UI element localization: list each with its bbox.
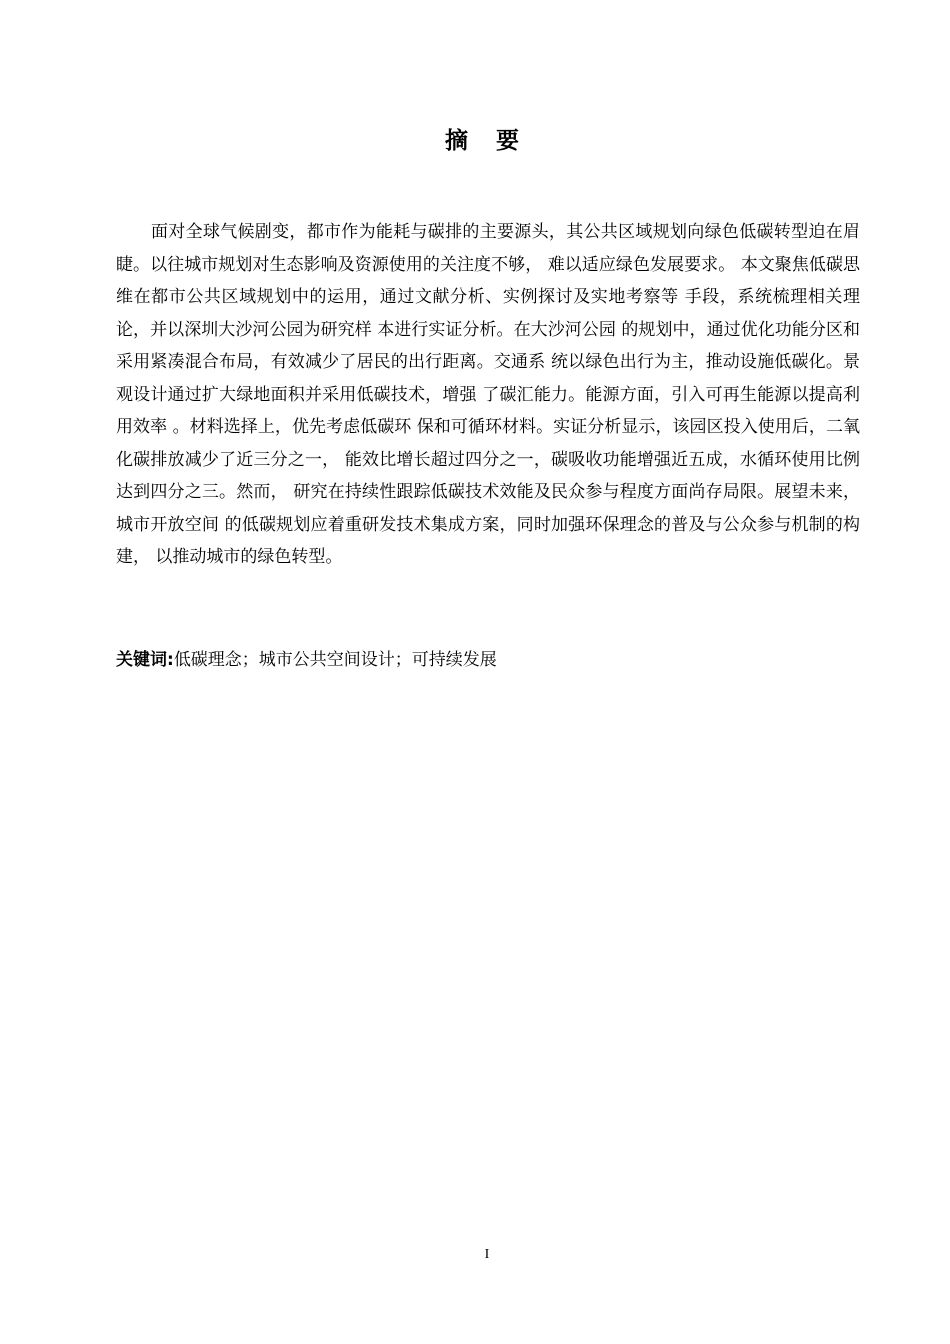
abstract-paragraph: 面对全球气候剧变，都市作为能耗与碳排的主要源头，其公共区域规划向绿色低碳转型迫在眉睫。以往城市规划对生态影响及资源使用的关注度不够， 难以适应绿色发展要求。 本文聚焦低碳思维在都市公共区域规划中的运用，通过文献分析、实例探讨及实地考察等 手段，系统梳理相关理论，并以深圳大沙河公园为研究样 本进行实证分析。在大沙河公园 的规划中，通过优化功能分区和采用紧凑混合布局，有效减少了居民的出行距离。交通系 统以绿色出行为主，推动设施低碳化。景观设计通过扩大绿地面积并采用低碳技术，增强 了碳汇能力。能源方面，引入可再生能源以提高利用效率 。材料选择上，优先考虑低碳环 保和可循环材料。实证分析显示，该园区投入使用后，二氧化碳排放减少了近三分之一， 能效比增长超过四分之一，碳吸收功能增强近五成，水循环使用比例达到四分之三。然而， 研究在持续性跟踪低碳技术效能及民众参与程度方面尚存局限。展望未来，城市开放空间 的低碳规划应着重研发技术集成方案，同时加强环保理念的普及与公众参与机制的构建， 以推动城市的绿色转型。 [116,222,860,567]
keywords-text: 低碳理念；城市公共空间设计；可持续发展 [173,650,497,670]
title-char-2: 要 [496,128,521,154]
title-char-1: 摘 [445,128,470,154]
page-title [0,122,950,155]
keywords-label: 关键词: [116,650,174,670]
keywords-line [116,648,860,672]
page-number: I [484,1247,490,1262]
